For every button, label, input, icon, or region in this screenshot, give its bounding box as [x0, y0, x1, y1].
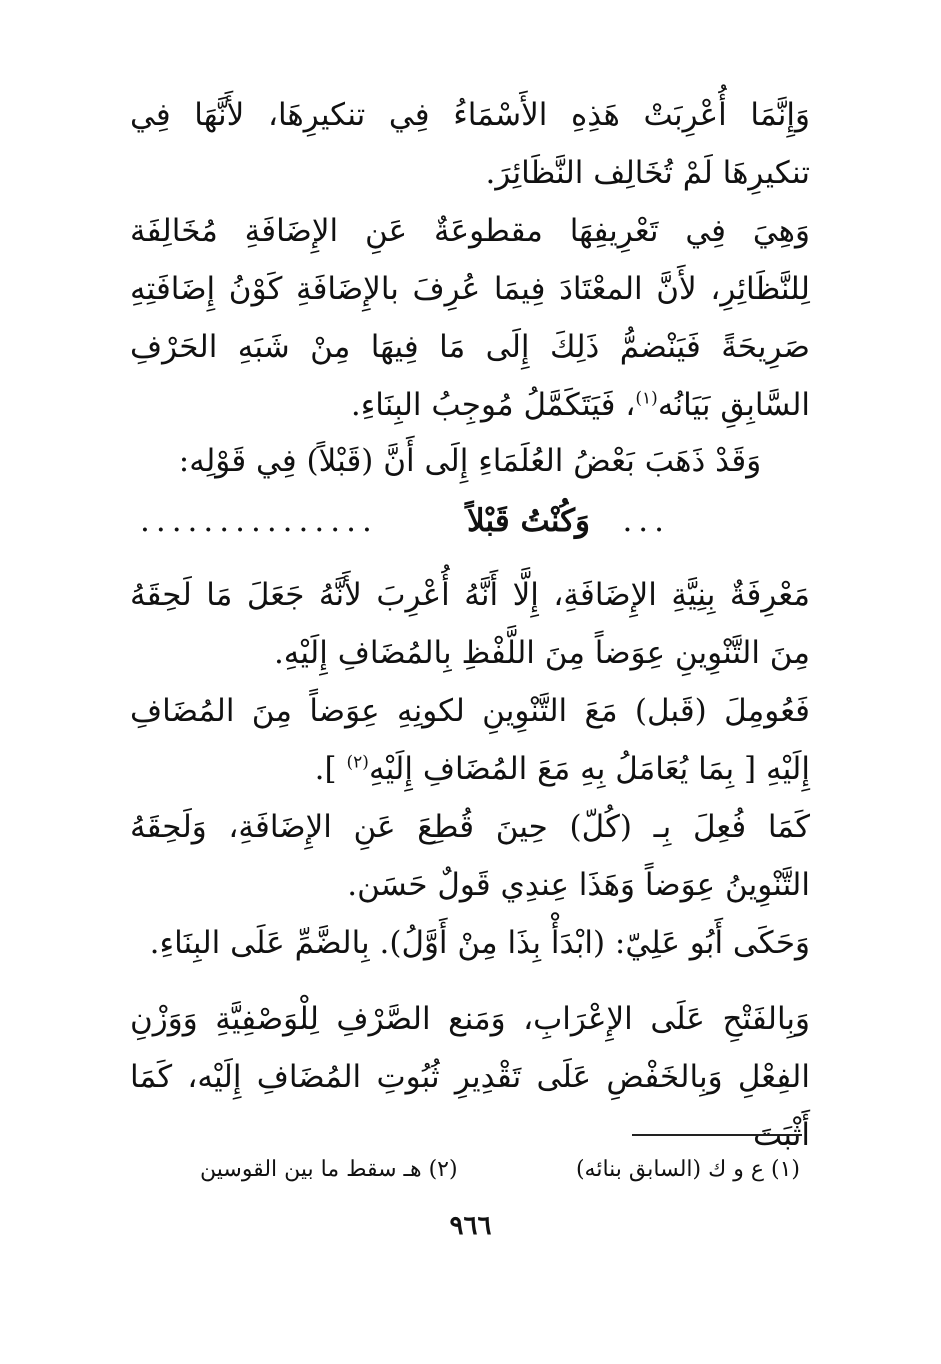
verse-quote — [130, 492, 810, 550]
verse-dots-right: ... — [622, 503, 670, 539]
footnote-ref-2: (٢) — [346, 752, 369, 773]
footnote-2: (٢) هـ سقط ما بين القوسين — [200, 1157, 458, 1182]
paragraph-5-text: فَعُومِلَ (قَبل) مَعَ التَّنْوِينِ لكونِهِ عِوَضاً مِنَ المُضَافِ إِلَيْهِ [ بِمَا يُعَامَلُ بِهِ مَعَ المُضَافِ إِلَيْهِ — [130, 693, 810, 787]
paragraph-5-end: ]. — [314, 751, 347, 787]
paragraph-6: كَمَا فُعِلَ بِـ (كُلّ) حِينَ قُطِعَ عَنِ الإِضَافَةِ، وَلَحِقَهُ التَّنْوِينُ عِوَضاً وَهَذَا عِندِي قَولٌ حَسَن. — [130, 809, 810, 903]
paragraph-2-text: وَهِيَ فِي تَعْرِيفِهَا مقطوعَةٌ عَنِ الإِضَافَةِ مُخَالِفَة لِلنَّظَائِرِ، لأَنَّ المعْتَادَ فِيمَا عُرِفَ بالإِضَافَةِ كَوْنُ إِضَافَتِهِ صَرِيحَةً فَيَنْضمُّ ذَلِكَ إِلَى مَا فِيهَا مِنْ شَبَهِ الحَرْفِ السَّابِقِ بَيَانُه — [130, 213, 810, 423]
paragraph-5 — [130, 682, 810, 798]
verse-dots-left: ............... — [140, 503, 378, 539]
paragraph-2-end: ، فَيَتَكَمَّلُ مُوجِبُ البِنَاءِ. — [350, 387, 636, 423]
verse-text: وَكُنْتُ قَبْلاً — [467, 503, 590, 539]
footnote-divider — [632, 1134, 802, 1136]
paragraph-2 — [130, 202, 810, 434]
footnote-ref-1: (١) — [635, 388, 658, 409]
paragraph-1: وَإِنَّمَا أُعْرِبَتْ هَذِهِ الأَسْمَاءُ فِي تنكيرِهَا، لأَنَّهَا فِي تنكيرِهَا لَمْ تُخَالِف النَّظَائِرَ. — [130, 97, 810, 191]
paragraph-4: مَعْرِفَةٌ بِنِيَّةِ الإِضَافَةِ، إِلَّا أَنَّهُ أُعْرِبَ لأَنَّهُ جَعَلَ مَا لَحِقَهُ مِنَ التَّنْوِينِ عِوَضاً مِنَ اللَّفْظِ بِالمُضَافِ إِلَيْهِ. — [130, 577, 810, 671]
paragraph-3: وَقَدْ ذَهَبَ بَعْضُ العُلَمَاءِ إِلَى أَنَّ (قَبْلاً) فِي قَوْلِه: — [178, 443, 762, 479]
paragraph-7: وَحَكَى أَبُو عَلِيّ: (ابْدَأْ بِذَا مِنْ أَوَّلُ). بِالضَّمِّ عَلَى البِنَاءِ. — [149, 925, 810, 961]
footnote-1: (١) ع و ك (السابق بنائه) — [575, 1157, 800, 1182]
paragraph-8: وَبِالفَتْحِ عَلَى الإِعْرَابِ، وَمَنع الصَّرْفِ لِلْوَصْفِيَّةِ وَوَزْنِ الفِعْلِ وَبِالخَفْضِ عَلَى تَقْدِيرِ ثُبُوتِ المُضَافِ إِلَيْه، كَمَا أَثْبَتَ — [130, 1001, 810, 1153]
page-number: ٩٦٦ — [449, 1211, 492, 1241]
footnotes — [200, 1150, 800, 1190]
